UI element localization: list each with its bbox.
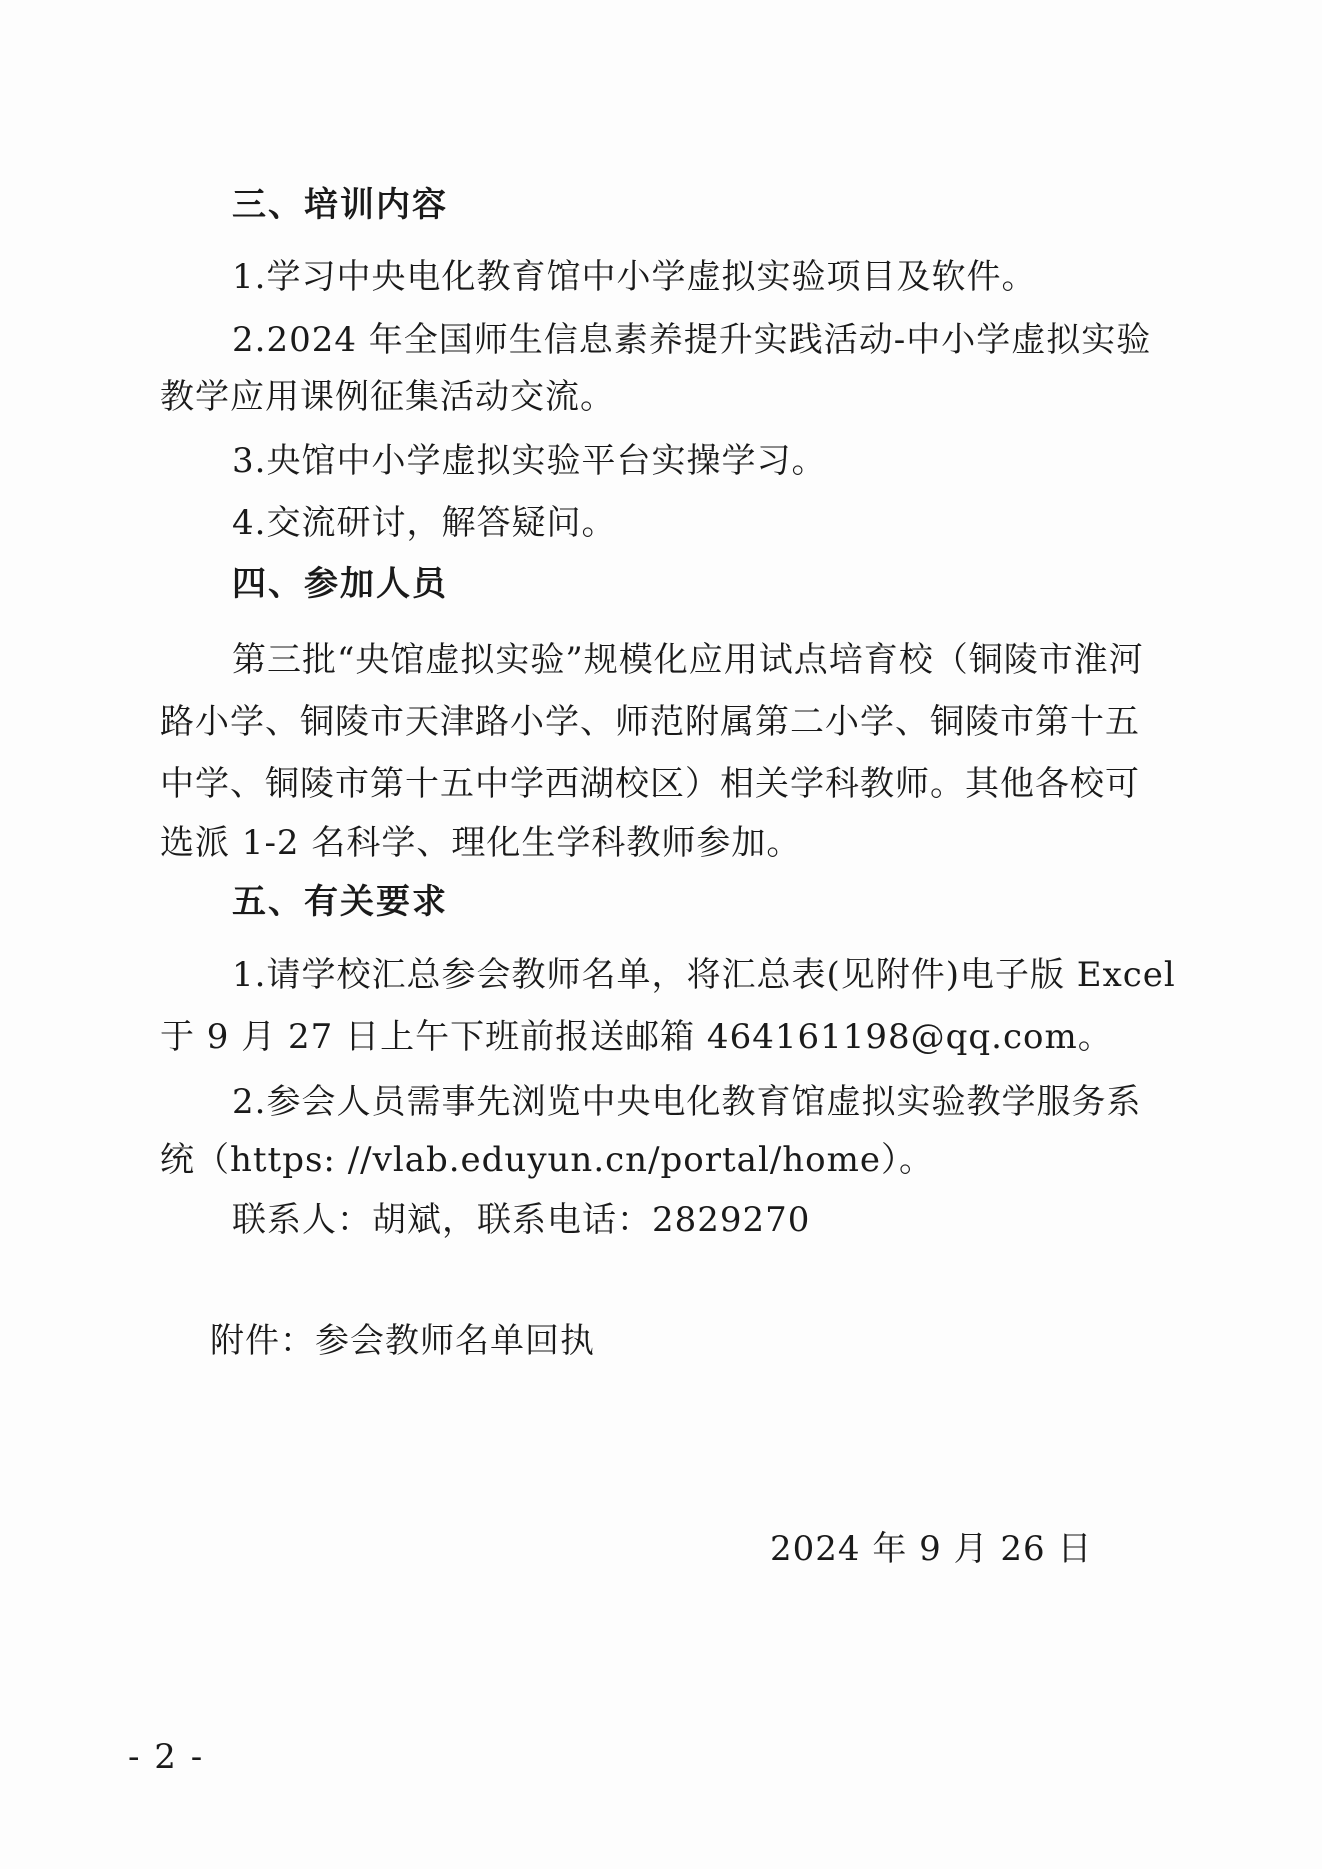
requirement-2-line-2: 统（https: //vlab.eduyun.cn/portal/home）。 bbox=[160, 1140, 935, 1180]
participants-line-1: 第三批“央馆虚拟实验”规模化应用试点培育校（铜陵市淮河 bbox=[232, 640, 1144, 680]
participants-line-2: 路小学、铜陵市天津路小学、师范附属第二小学、铜陵市第十五 bbox=[160, 702, 1140, 742]
participants-line-3: 中学、铜陵市第十五中学西湖校区）相关学科教师。其他各校可 bbox=[160, 764, 1140, 804]
requirement-2-line-1: 2.参会人员需事先浏览中央电化教育馆虚拟实验教学服务系 bbox=[232, 1082, 1142, 1122]
section-heading-requirements: 五、有关要求 bbox=[232, 882, 448, 922]
document-date: 2024 年 9 月 26 日 bbox=[770, 1529, 1093, 1569]
requirement-1-line-2: 于 9 月 27 日上午下班前报送邮箱 464161198@qq.com。 bbox=[160, 1017, 1113, 1057]
contact-line: 联系人：胡斌，联系电话：2829270 bbox=[232, 1200, 811, 1240]
section-heading-participants: 四、参加人员 bbox=[232, 564, 448, 604]
training-item-1: 1.学习中央电化教育馆中小学虚拟实验项目及软件。 bbox=[232, 257, 1037, 297]
requirement-1-line-1: 1.请学校汇总参会教师名单，将汇总表(见附件)电子版 Excel bbox=[232, 955, 1176, 995]
training-item-2-line-1: 2.2024 年全国师生信息素养提升实践活动-中小学虚拟实验 bbox=[232, 320, 1152, 360]
section-heading-training-content: 三、培训内容 bbox=[232, 185, 448, 225]
training-item-4: 4.交流研讨，解答疑问。 bbox=[232, 503, 617, 543]
attachment-note: 附件：参会教师名单回执 bbox=[210, 1321, 595, 1361]
page-number: - 2 - bbox=[128, 1737, 205, 1777]
training-item-2-line-2: 教学应用课例征集活动交流。 bbox=[160, 377, 615, 417]
training-item-3: 3.央馆中小学虚拟实验平台实操学习。 bbox=[232, 441, 827, 481]
participants-line-4: 选派 1-2 名科学、理化生学科教师参加。 bbox=[160, 823, 802, 863]
